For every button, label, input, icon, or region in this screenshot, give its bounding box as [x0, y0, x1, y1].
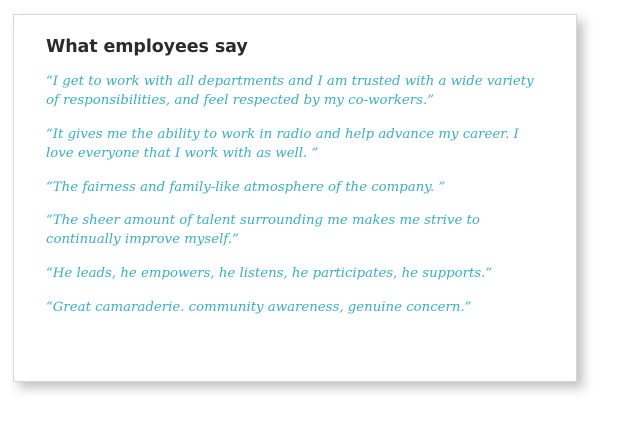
quote-list	[46, 73, 550, 318]
card-title: What employees say	[46, 37, 248, 57]
quote-item: “The fairness and family-like atmosphere of the company. ”	[46, 179, 446, 195]
quote-item: “Great camaraderie. community awareness, genuine concern.”	[46, 300, 472, 315]
quote-item: “I get to work with all departments and I am trusted with a wide variety of responsibilities, and feel respected by my co-workers.”	[46, 74, 534, 108]
quote-item: “He leads, he empowers, he listens, he participates, he supports.”	[46, 266, 493, 282]
quote-item: “It gives me the ability to work in radio and help advance my career. I love everyone that I work with as well. ”	[46, 126, 519, 161]
quote-item: “The sheer amount of talent surrounding me makes me strive to continually improve myself.”	[46, 213, 480, 248]
employee-quotes-card	[13, 14, 577, 382]
